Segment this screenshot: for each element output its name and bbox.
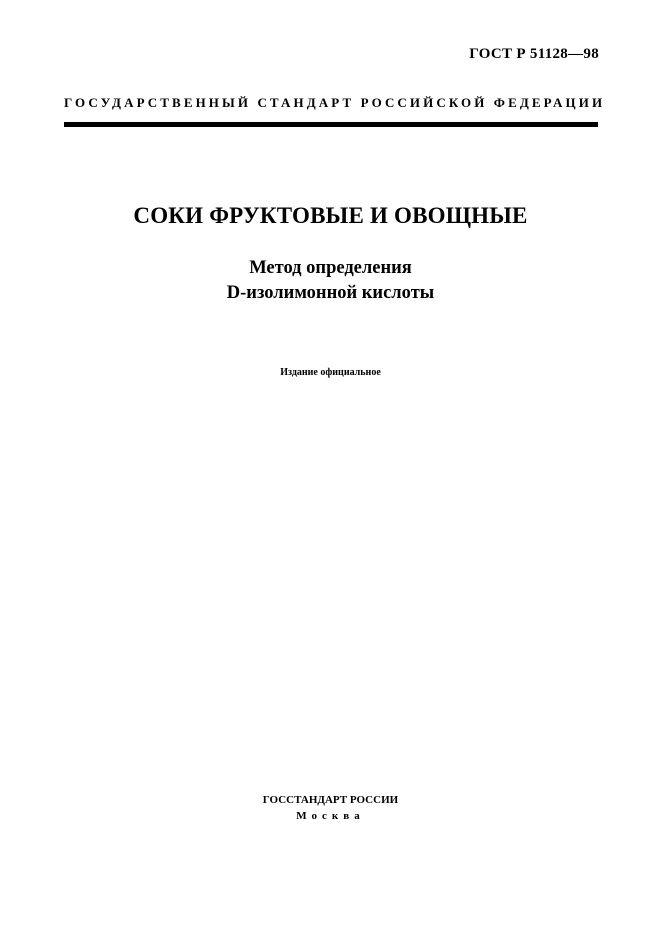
document-subtitle: [0, 256, 661, 306]
edition-label: Издание официальное: [280, 367, 381, 378]
document-title: СОКИ ФРУКТОВЫЕ И ОВОЩНЫЕ: [133, 203, 528, 228]
subtitle-line-2: D-изолимонной кислоты: [226, 283, 435, 303]
state-standard-heading: ГОСУДАРСТВЕННЫЙ СТАНДАРТ РОССИЙСКОЙ ФЕДЕРАЦИИ: [64, 95, 606, 110]
publisher-name: ГОССТАНДАРТ РОССИИ: [262, 794, 399, 806]
publication-city: Москва: [296, 810, 365, 822]
header-divider: [64, 122, 598, 127]
document-code: ГОСТ Р 51128—98: [469, 46, 599, 62]
subtitle-line-1: Метод определения: [249, 258, 412, 278]
